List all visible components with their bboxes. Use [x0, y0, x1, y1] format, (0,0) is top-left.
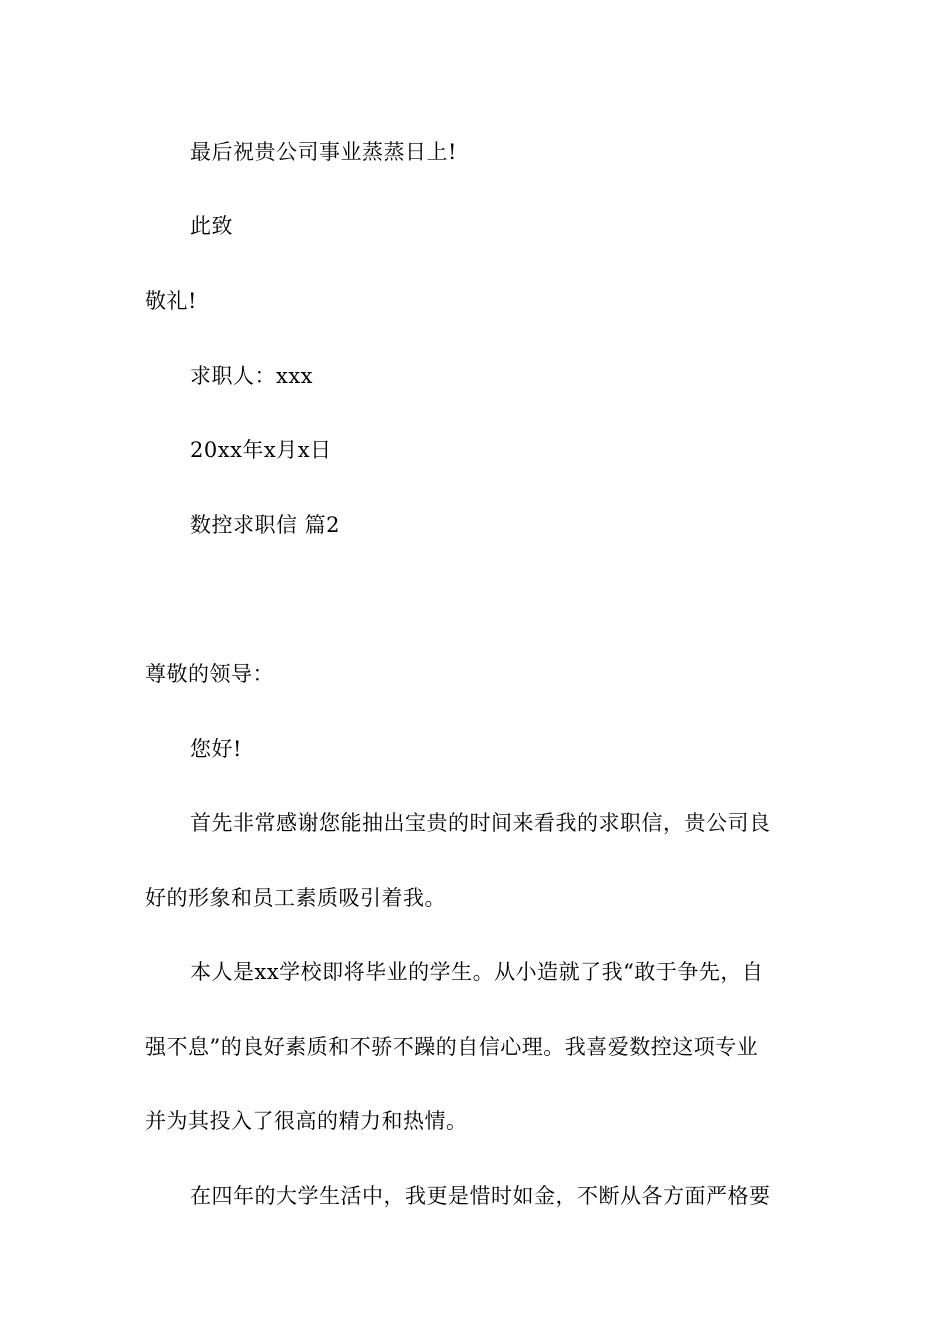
- closing-wish: 最后祝贵公司事业蒸蒸日上!: [190, 140, 457, 164]
- paragraph-2-line-3: 并为其投入了很高的精力和热情。: [145, 1109, 468, 1133]
- paragraph-2-line-1: 本人是xx学校即将毕业的学生。从小造就了我“敢于争先，自: [190, 960, 764, 984]
- paragraph-2-line-2: 强不息”的良好素质和不骄不躁的自信心理。我喜爱数控这项专业: [145, 1035, 759, 1059]
- paragraph-1-line-2: 好的形象和员工素质吸引着我。: [145, 886, 446, 910]
- salutation-line-2: 敬礼!: [145, 289, 197, 313]
- signature-line: 求职人：xxx: [190, 364, 314, 388]
- section-title: 数控求职信 篇2: [190, 513, 341, 537]
- paragraph-3-line-1: 在四年的大学生活中，我更是惜时如金，不断从各方面严格要: [190, 1184, 771, 1208]
- letter-hello: 您好!: [190, 737, 242, 761]
- letter-greeting: 尊敬的领导：: [145, 662, 274, 686]
- paragraph-1-line-1: 首先非常感谢您能抽出宝贵的时间来看我的求职信，贵公司良: [190, 811, 771, 835]
- date-line: 20xx年x月x日: [190, 438, 332, 462]
- salutation-line-1: 此致: [190, 214, 233, 238]
